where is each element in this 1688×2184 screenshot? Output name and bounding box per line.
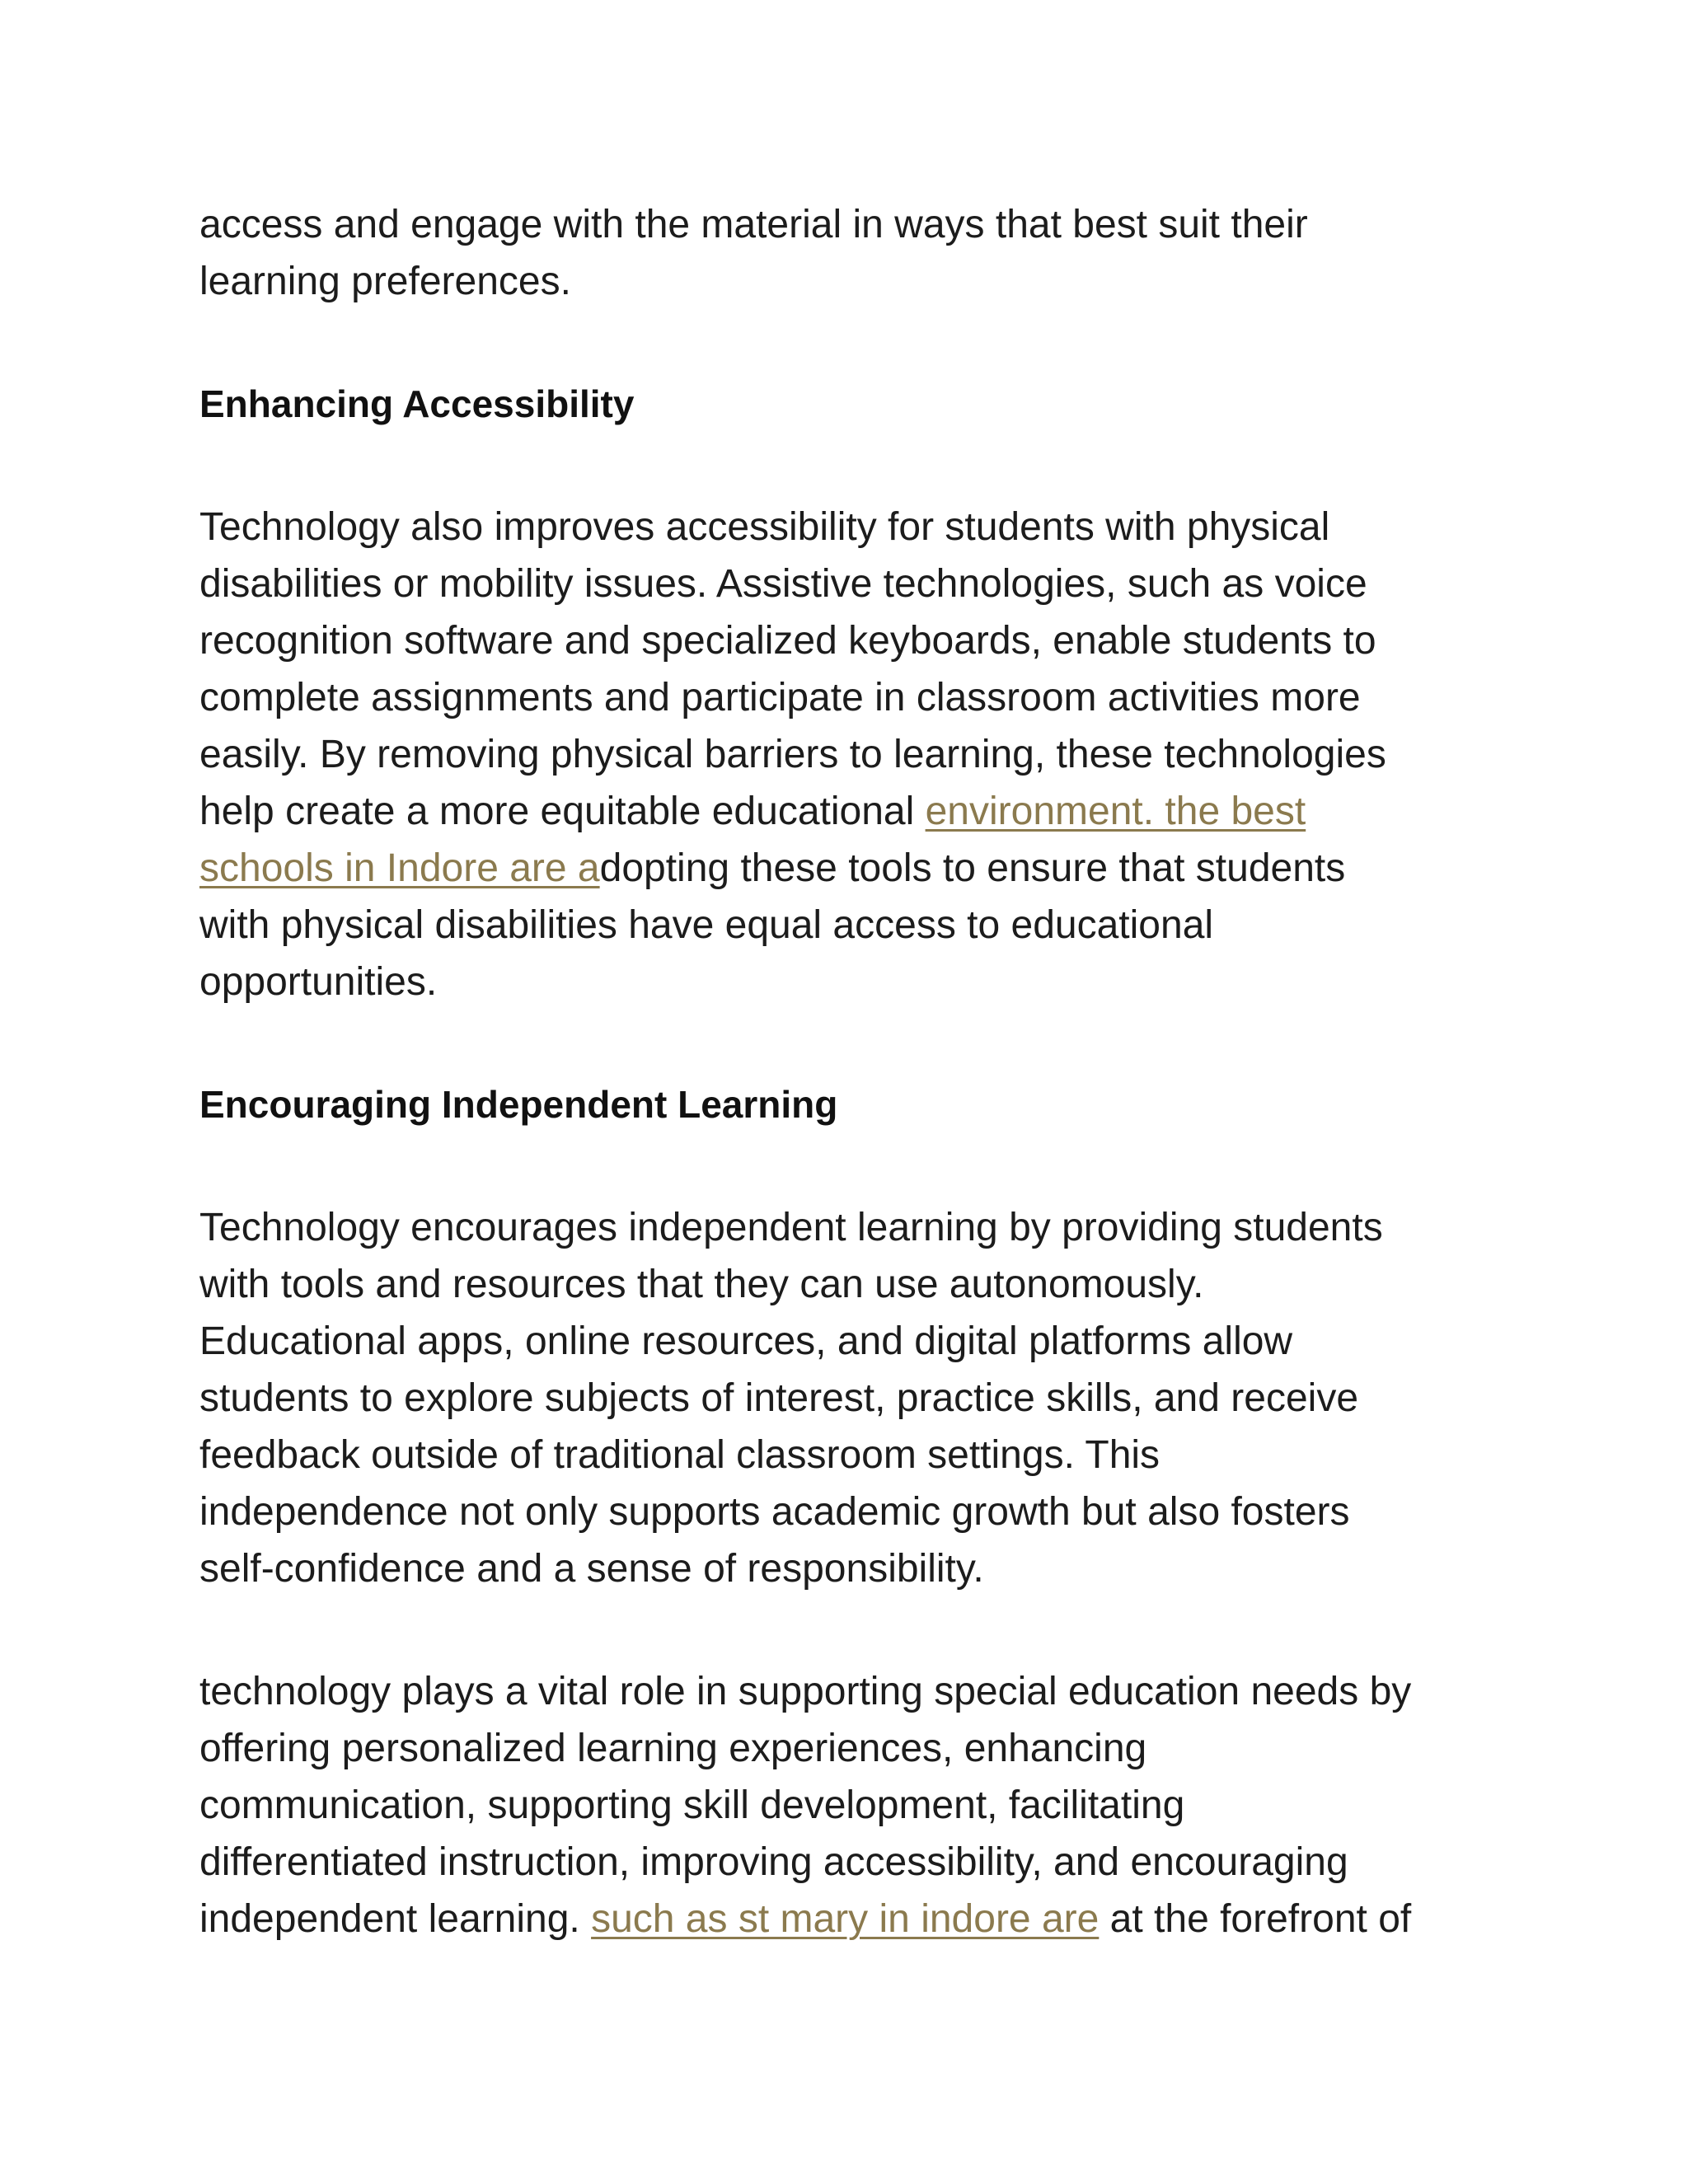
best-schools-link-continued[interactable]: schools in Indore are a <box>199 846 600 890</box>
conclusion-paragraph <box>199 1663 1518 1947</box>
text-line: independence not only supports academic growth but also fosters <box>199 1490 1350 1534</box>
text-line <box>199 1891 1518 1947</box>
text-line: recognition software and specialized keyboards, enable students to <box>199 619 1376 663</box>
accessibility-paragraph <box>199 499 1518 1010</box>
text-line: Technology encourages independent learning by providing students <box>199 1206 1383 1249</box>
section-heading-independent-learning: Encouraging Independent Learning <box>199 1083 838 1126</box>
text-line: easily. By removing physical barriers to learning, these technologies <box>199 733 1386 776</box>
best-schools-link[interactable]: environment. the best <box>925 790 1306 833</box>
inline-text: at the forefront of <box>1099 1897 1412 1941</box>
inline-text: help create a more equitable educational <box>199 790 926 833</box>
st-mary-link[interactable]: such as st mary in indore are <box>591 1897 1100 1941</box>
text-line: offering personalized learning experiences, enhancing <box>199 1727 1147 1770</box>
section-heading-accessibility: Enhancing Accessibility <box>199 382 635 425</box>
text-line: self-confidence and a sense of responsibility. <box>199 1547 984 1591</box>
text-line: students to explore subjects of interest, practice skills, and receive <box>199 1376 1359 1420</box>
text-line: differentiated instruction, improving accessibility, and encouraging <box>199 1840 1348 1884</box>
inline-text: dopting these tools to ensure that students <box>599 846 1346 890</box>
independent-learning-paragraph <box>199 1199 1518 1597</box>
text-line <box>199 783 1518 840</box>
text-line: access and engage with the material in ways that best suit their <box>199 203 1308 246</box>
text-line: disabilities or mobility issues. Assistive technologies, such as voice <box>199 562 1367 606</box>
text-line: complete assignments and participate in classroom activities more <box>199 676 1361 719</box>
text-line: technology plays a vital role in supporting special education needs by <box>199 1670 1412 1713</box>
text-line <box>199 840 1518 897</box>
intro-paragraph <box>199 196 1518 310</box>
text-line: with tools and resources that they can use autonomously. <box>199 1263 1204 1306</box>
text-line: communication, supporting skill development, facilitating <box>199 1783 1185 1827</box>
text-line: Technology also improves accessibility for students with physical <box>199 505 1330 549</box>
document-body <box>199 196 1518 1947</box>
text-line: opportunities. <box>199 960 438 1004</box>
text-line: feedback outside of traditional classroom settings. This <box>199 1433 1160 1477</box>
text-line: with physical disabilities have equal access to educational <box>199 903 1214 947</box>
text-line: learning preferences. <box>199 260 571 303</box>
inline-text: independent learning. <box>199 1897 592 1941</box>
text-line: Educational apps, online resources, and digital platforms allow <box>199 1319 1293 1363</box>
